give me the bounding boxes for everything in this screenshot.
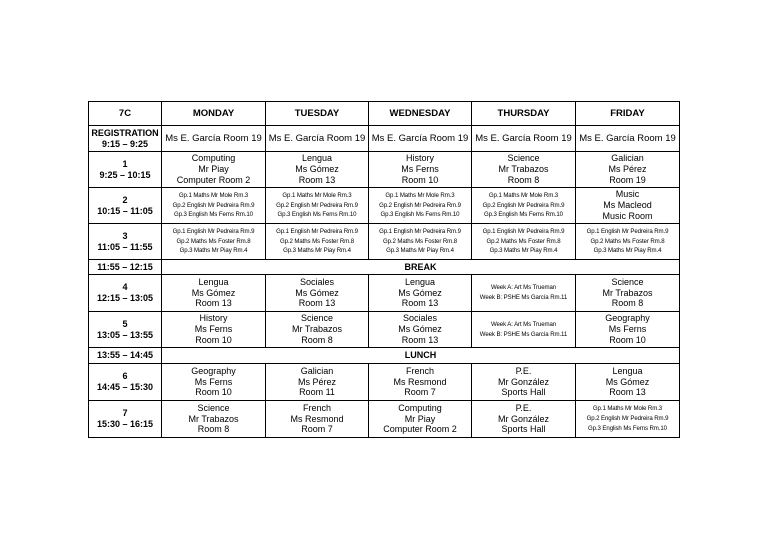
lesson-line: Gp.1 Maths Mr Mole Rm.3 <box>178 191 249 199</box>
lesson-line: Room 19 <box>609 174 646 185</box>
lesson-cell <box>369 188 472 224</box>
period-label <box>89 275 162 312</box>
lesson-line: Ms Ferns <box>194 324 233 335</box>
lesson-line: Room 13 <box>401 334 439 345</box>
lesson-cell <box>369 152 472 188</box>
lesson-line: Gp.2 Maths Ms Foster Rm.8 <box>279 237 355 245</box>
lesson-line: Galician <box>611 153 644 164</box>
period-label <box>89 152 162 188</box>
lesson-line: Sociales <box>299 276 335 287</box>
lunch-row <box>89 348 680 364</box>
lesson-cell <box>162 152 266 188</box>
lesson-line: Sports Hall <box>501 424 546 435</box>
lesson-line: Week B: PSHE Ms García Rm.11 <box>479 330 568 338</box>
lesson-line: Gp.3 English Ms Ferns Rm.10 <box>277 211 357 219</box>
lesson-line: Ms Gómez <box>295 164 339 175</box>
lesson-line: Room 10 <box>609 334 646 345</box>
period-row <box>89 224 680 260</box>
lunch-time: 13:55 – 14:45 <box>89 348 162 364</box>
lesson-line: Gp.3 English Ms Ferns Rm.10 <box>174 211 253 219</box>
lesson-line: Ms Gómez <box>191 287 236 298</box>
lesson-line: Gp.1 Maths Mr Mole Rm.3 <box>488 191 559 199</box>
lesson-line: History <box>199 313 228 324</box>
period-number: 5 <box>122 318 128 329</box>
lesson-line: Room 10 <box>195 334 232 345</box>
period-label <box>89 401 162 438</box>
lesson-line: Room 8 <box>301 334 333 345</box>
lesson-line: Ms Pérez <box>608 164 647 175</box>
lesson-line: Mr Trabazos <box>498 164 549 175</box>
day-header-monday: MONDAY <box>162 102 266 126</box>
lesson-line: Ms Ferns <box>401 164 439 175</box>
day-header-tuesday: TUESDAY <box>266 102 369 126</box>
lesson-line: Science <box>611 276 644 287</box>
lesson-line: Mr González <box>497 376 550 387</box>
period-label <box>89 188 162 224</box>
lesson-cell <box>266 275 369 312</box>
lesson-cell <box>162 188 266 224</box>
lesson-cell <box>162 401 266 438</box>
lesson-line: Gp.2 Maths Ms Foster Rm.8 <box>590 237 665 245</box>
lesson-line: Room 13 <box>195 298 232 309</box>
lesson-line: Room 13 <box>609 387 646 398</box>
lesson-line: Room 8 <box>611 298 644 309</box>
day-header-friday: FRIDAY <box>576 102 680 126</box>
period-row <box>89 188 680 224</box>
period-row <box>89 312 680 348</box>
lesson-line: Room 11 <box>299 387 335 398</box>
lesson-cell: Ms E. García Room 19 <box>576 126 680 152</box>
lesson-line: Room 13 <box>298 174 336 185</box>
lesson-cell <box>162 312 266 348</box>
lesson-cell <box>576 152 680 188</box>
lesson-cell <box>369 275 472 312</box>
lesson-line: Room 8 <box>507 174 540 185</box>
header-row <box>89 102 680 126</box>
lesson-line: Room 10 <box>401 174 439 185</box>
lesson-line: Mr Trabazos <box>602 287 653 298</box>
lesson-line: Gp.2 English Mr Pedreira Rm.9 <box>482 201 565 209</box>
lesson-cell <box>576 188 680 224</box>
period-time: 10:15 – 11:05 <box>97 205 153 216</box>
lesson-line: Gp.1 English Mr Pedreira Rm.9 <box>482 227 565 235</box>
lesson-line: Room 10 <box>195 387 232 398</box>
lesson-cell <box>576 364 680 401</box>
lesson-line: Gp.3 Maths Mr Piay Rm.4 <box>593 247 662 255</box>
class-label: 7C <box>89 102 162 126</box>
lesson-cell: Ms E. García Room 19 <box>162 126 266 152</box>
lesson-line: Science <box>300 313 334 324</box>
lesson-line: Mr Trabazos <box>188 413 239 424</box>
lesson-cell <box>266 401 369 438</box>
lesson-line: Science <box>197 402 230 413</box>
lesson-line: Ms Gómez <box>295 287 339 298</box>
lesson-line: Room 13 <box>298 298 336 309</box>
period-time: 11:05 – 11:55 <box>97 241 153 252</box>
lesson-line: Mr Trabazos <box>291 324 342 335</box>
lesson-line: Galician <box>300 365 334 376</box>
lesson-cell <box>369 401 472 438</box>
lesson-cell <box>266 312 369 348</box>
lesson-cell <box>472 275 576 312</box>
lesson-line: Room 7 <box>301 424 333 435</box>
lunch-label: LUNCH <box>162 348 680 364</box>
lesson-line: Gp.1 English Mr Pedreira Rm.9 <box>276 227 358 235</box>
lesson-line: Science <box>507 153 540 164</box>
timetable <box>88 101 680 438</box>
period-time: 12:15 – 13:05 <box>96 293 154 303</box>
lesson-line: Week A: Art Ms Trueman <box>490 284 557 292</box>
period-number: 2 <box>122 194 128 205</box>
lesson-line: Ms Ferns <box>608 324 647 335</box>
lesson-line: Mr Piay <box>198 164 229 175</box>
lesson-cell: Ms E. García Room 19 <box>369 126 472 152</box>
period-label <box>89 224 162 260</box>
day-header-thursday: THURSDAY <box>472 102 576 126</box>
period-number: 3 <box>122 230 128 241</box>
lesson-cell <box>472 364 576 401</box>
lesson-line: Gp.2 English Mr Pedreira Rm.9 <box>172 201 255 209</box>
lesson-cell <box>162 275 266 312</box>
period-time: 15:30 – 16:15 <box>96 419 154 429</box>
break-row <box>89 260 680 275</box>
lesson-line: Gp.1 Maths Mr Mole Rm.3 <box>282 191 352 199</box>
lesson-cell <box>472 224 576 260</box>
lesson-line: Room 7 <box>404 387 436 398</box>
lesson-line: Gp.2 English Mr Pedreira Rm.9 <box>276 201 358 209</box>
period-row <box>89 401 680 438</box>
lesson-line: Geography <box>605 313 650 324</box>
lesson-line: Ms Gómez <box>398 324 442 335</box>
lesson-line: Ms Gómez <box>605 376 650 387</box>
lesson-cell <box>266 224 369 260</box>
lesson-cell: Ms E. García Room 19 <box>472 126 576 152</box>
lesson-line: Gp.1 Maths Mr Mole Rm.3 <box>385 191 455 199</box>
period-row <box>89 152 680 188</box>
period-time: 9:25 – 10:15 <box>99 169 151 180</box>
lesson-line: Mr Piay <box>404 413 436 424</box>
lesson-cell <box>472 188 576 224</box>
lesson-line: Gp.3 English Ms Ferns Rm.10 <box>484 211 563 219</box>
lesson-line: Gp.3 Maths Mr Piay Rm.4 <box>179 247 248 255</box>
period-number: 4 <box>122 282 128 293</box>
lesson-line: Gp.3 English Ms Ferns Rm.10 <box>588 424 667 432</box>
lesson-line: Week A: Art Ms Trueman <box>490 320 557 328</box>
break-label: BREAK <box>162 260 680 275</box>
lesson-cell <box>369 224 472 260</box>
registration-row <box>89 126 680 152</box>
lesson-line: Room 13 <box>401 298 439 309</box>
lesson-line: Lengua <box>301 153 333 164</box>
lesson-cell <box>266 364 369 401</box>
period-time: 14:45 – 15:30 <box>96 382 154 392</box>
lesson-cell <box>266 188 369 224</box>
lesson-cell <box>576 275 680 312</box>
period-name: REGISTRATION <box>91 127 159 138</box>
lesson-line: Gp.2 Maths Ms Foster Rm.8 <box>176 237 251 245</box>
lesson-line: Computing <box>191 153 236 164</box>
lesson-cell <box>472 312 576 348</box>
lesson-line: Computer Room 2 <box>383 424 457 435</box>
lesson-line: Ms Pérez <box>297 376 336 387</box>
lesson-cell <box>576 224 680 260</box>
lesson-line: French <box>302 402 331 413</box>
break-time: 11:55 – 12:15 <box>89 260 162 275</box>
lesson-cell <box>576 401 680 438</box>
lesson-line: Gp.2 Maths Ms Foster Rm.8 <box>486 237 561 245</box>
lesson-line: Gp.2 English Mr Pedreira Rm.9 <box>586 415 669 423</box>
period-time: 13:05 – 13:55 <box>96 329 154 340</box>
lesson-cell <box>369 364 472 401</box>
lesson-line: Ms Resmond <box>393 376 447 387</box>
lesson-cell <box>162 224 266 260</box>
lesson-line: History <box>405 153 434 164</box>
lesson-line: Geography <box>191 365 236 376</box>
lesson-line: P.E. <box>515 365 532 376</box>
lesson-line: Gp.3 English Ms Ferns Rm.10 <box>380 211 460 219</box>
period-row <box>89 275 680 312</box>
lesson-line: Gp.1 English Mr Pedreira Rm.9 <box>586 227 669 235</box>
lesson-line: Ms Resmond <box>290 413 344 424</box>
lesson-line: Room 8 <box>197 424 230 435</box>
period-label <box>89 126 162 152</box>
lesson-line: Sports Hall <box>501 387 546 398</box>
lesson-line: Mr González <box>497 413 550 424</box>
lesson-line: Computing <box>398 402 442 413</box>
day-header-wednesday: WEDNESDAY <box>369 102 472 126</box>
period-row <box>89 364 680 401</box>
lesson-cell <box>162 364 266 401</box>
lesson-cell <box>576 312 680 348</box>
lesson-line: P.E. <box>515 402 532 413</box>
lesson-line: Gp.3 Maths Mr Piay Rm.4 <box>283 247 351 255</box>
lesson-line: Gp.3 Maths Mr Piay Rm.4 <box>386 247 454 255</box>
lesson-line: Gp.1 Maths Mr Mole Rm.3 <box>592 405 663 413</box>
lesson-line: Gp.2 Maths Ms Foster Rm.8 <box>382 237 458 245</box>
lesson-line: Computer Room 2 <box>176 174 251 185</box>
period-time: 9:15 – 9:25 <box>101 138 149 149</box>
lesson-cell <box>472 152 576 188</box>
lesson-line: Gp.2 English Mr Pedreira Rm.9 <box>379 201 461 209</box>
lesson-cell <box>472 401 576 438</box>
lesson-line: Lengua <box>612 365 643 376</box>
period-number: 6 <box>122 371 128 382</box>
lesson-line: Gp.3 Maths Mr Piay Rm.4 <box>489 247 558 255</box>
lesson-line: Music Room <box>602 210 653 221</box>
lesson-cell <box>369 312 472 348</box>
lesson-line: Lengua <box>404 276 436 287</box>
lesson-line: Sociales <box>402 313 438 324</box>
lesson-line: Ms Gómez <box>398 287 442 298</box>
lesson-line: Lengua <box>198 276 229 287</box>
lesson-line: Music <box>615 189 640 200</box>
lesson-cell: Ms E. García Room 19 <box>266 126 369 152</box>
period-number: 7 <box>122 408 128 419</box>
period-label <box>89 364 162 401</box>
lesson-line: Gp.1 English Mr Pedreira Rm.9 <box>172 227 255 235</box>
lesson-line: Week B: PSHE Ms García Rm.11 <box>479 294 568 301</box>
lesson-cell <box>266 152 369 188</box>
period-number: 1 <box>122 158 128 169</box>
lesson-line: French <box>405 365 434 376</box>
lesson-line: Ms Macleod <box>603 200 652 211</box>
lesson-line: Gp.1 English Mr Pedreira Rm.9 <box>379 227 461 235</box>
period-label <box>89 312 162 348</box>
lesson-line: Ms Ferns <box>194 376 233 387</box>
